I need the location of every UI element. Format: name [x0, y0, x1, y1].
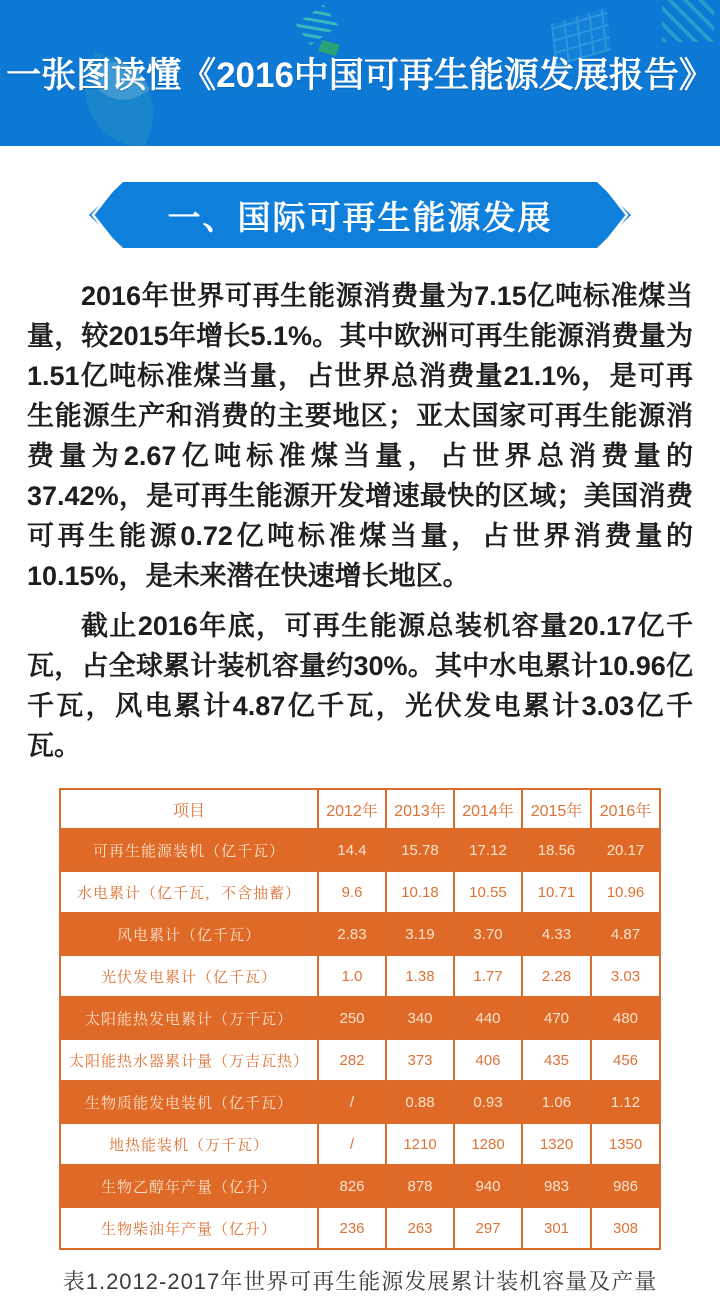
- renewable-energy-table: [59, 788, 661, 1250]
- value-cell: 1.38: [386, 955, 454, 997]
- row-label-cell: 地热能装机（万千瓦）: [60, 1123, 318, 1165]
- value-cell: 20.17: [591, 829, 660, 871]
- value-cell: 297: [454, 1207, 522, 1249]
- table-row: [60, 1207, 660, 1249]
- diagonal-stripes-icon: [662, 0, 714, 42]
- value-cell: 4.33: [522, 913, 591, 955]
- column-header-2013: 2013年: [386, 789, 454, 829]
- value-cell: 440: [454, 997, 522, 1039]
- value-cell: 826: [318, 1165, 386, 1207]
- content-area: [0, 180, 720, 1296]
- value-cell: 14.4: [318, 829, 386, 871]
- table-row: [60, 1165, 660, 1207]
- value-cell: 10.18: [386, 871, 454, 913]
- value-cell: 18.56: [522, 829, 591, 871]
- row-label-cell: 生物乙醇年产量（亿升）: [60, 1165, 318, 1207]
- value-cell: 1.77: [454, 955, 522, 997]
- value-cell: 1.06: [522, 1081, 591, 1123]
- value-cell: 340: [386, 997, 454, 1039]
- value-cell: 1.12: [591, 1081, 660, 1123]
- value-cell: 282: [318, 1039, 386, 1081]
- table-row: [60, 955, 660, 997]
- value-cell: 2.83: [318, 913, 386, 955]
- value-cell: 456: [591, 1039, 660, 1081]
- value-cell: 986: [591, 1165, 660, 1207]
- value-cell: 301: [522, 1207, 591, 1249]
- value-cell: 15.78: [386, 829, 454, 871]
- table-caption: 表1.2012-2017年世界可再生能源发展累计装机容量及产量: [62, 1269, 658, 1294]
- table-row: [60, 871, 660, 913]
- value-cell: 1210: [386, 1123, 454, 1165]
- column-header-2012: 2012年: [318, 789, 386, 829]
- value-cell: 878: [386, 1165, 454, 1207]
- value-cell: /: [318, 1123, 386, 1165]
- section-banner: [87, 180, 633, 250]
- table-row: [60, 997, 660, 1039]
- value-cell: 3.70: [454, 913, 522, 955]
- value-cell: 983: [522, 1165, 591, 1207]
- value-cell: 10.96: [591, 871, 660, 913]
- table-row: [60, 1081, 660, 1123]
- page-title: 一张图读懂《2016中国可再生能源发展报告》: [6, 56, 714, 95]
- table-row: [60, 829, 660, 871]
- value-cell: 1.0: [318, 955, 386, 997]
- page-header: [0, 0, 720, 146]
- value-cell: 3.19: [386, 913, 454, 955]
- column-header-item: 项目: [60, 789, 318, 829]
- value-cell: 2.28: [522, 955, 591, 997]
- row-label-cell: 可再生能源装机（亿千瓦）: [60, 829, 318, 871]
- value-cell: /: [318, 1081, 386, 1123]
- column-header-2014: 2014年: [454, 789, 522, 829]
- value-cell: 10.71: [522, 871, 591, 913]
- row-label-cell: 风电累计（亿千瓦）: [60, 913, 318, 955]
- row-label-cell: 光伏发电累计（亿千瓦）: [60, 955, 318, 997]
- value-cell: 0.88: [386, 1081, 454, 1123]
- value-cell: 470: [522, 997, 591, 1039]
- value-cell: 1350: [591, 1123, 660, 1165]
- value-cell: 480: [591, 997, 660, 1039]
- value-cell: 263: [386, 1207, 454, 1249]
- row-label-cell: 生物柴油年产量（亿升）: [60, 1207, 318, 1249]
- value-cell: 236: [318, 1207, 386, 1249]
- value-cell: 17.12: [454, 829, 522, 871]
- table-row: [60, 1123, 660, 1165]
- value-cell: 308: [591, 1207, 660, 1249]
- section-banner-title: 一、国际可再生能源发展: [167, 198, 553, 236]
- value-cell: 435: [522, 1039, 591, 1081]
- value-cell: 3.03: [591, 955, 660, 997]
- table-row: [60, 913, 660, 955]
- value-cell: 406: [454, 1039, 522, 1081]
- value-cell: 9.6: [318, 871, 386, 913]
- value-cell: 1280: [454, 1123, 522, 1165]
- row-label-cell: 生物质能发电装机（亿千瓦）: [60, 1081, 318, 1123]
- paragraph-installed-capacity: 截止2016年底，可再生能源总装机容量20.17亿千瓦，占全球累计装机容量约30%。其中水电累计10.96亿千瓦，风电累计4.87亿千瓦，光伏发电累计3.03亿千瓦。: [27, 611, 693, 761]
- value-cell: 1320: [522, 1123, 591, 1165]
- row-label-cell: 太阳能热水器累计量（万吉瓦热）: [60, 1039, 318, 1081]
- value-cell: 10.55: [454, 871, 522, 913]
- table-header-row: [60, 789, 660, 829]
- column-header-2016: 2016年: [591, 789, 660, 829]
- value-cell: 250: [318, 997, 386, 1039]
- solar-panel-icon: [296, 5, 339, 46]
- value-cell: 940: [454, 1165, 522, 1207]
- column-header-2015: 2015年: [522, 789, 591, 829]
- paragraph-world-consumption: 2016年世界可再生能源消费量为7.15亿吨标准煤当量，较2015年增长5.1%。其中欧洲可再生能源消费量为1.51亿吨标准煤当量，占世界总消费量21.1%，是可再生能源生产和消费的主要地区；亚太国家可再生能源消费量为2.67亿吨标准煤当量，占世界总消费量的37.42%，是可再生能源开发增速最快的区域；美国消费可再生能源0.72亿吨标准煤当量，占世界消费量的10.15%，是未来潜在快速增长地区。: [27, 281, 693, 591]
- table-row: [60, 1039, 660, 1081]
- row-label-cell: 水电累计（亿千瓦，不含抽蓄）: [60, 871, 318, 913]
- value-cell: 373: [386, 1039, 454, 1081]
- row-label-cell: 太阳能热发电累计（万千瓦）: [60, 997, 318, 1039]
- value-cell: 4.87: [591, 913, 660, 955]
- value-cell: 0.93: [454, 1081, 522, 1123]
